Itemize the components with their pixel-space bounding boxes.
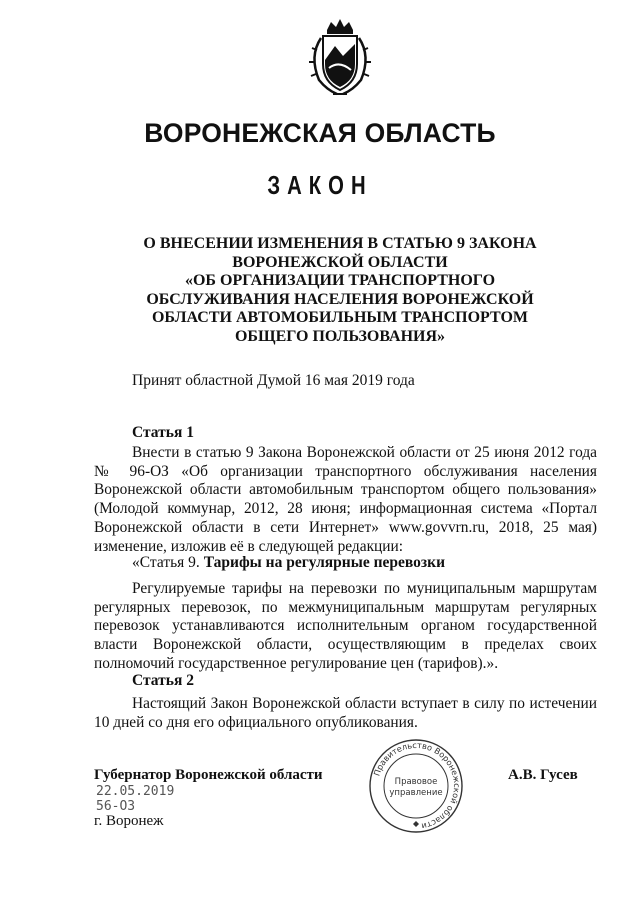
signer-name: А.В. Гусев bbox=[508, 767, 578, 783]
law-number: 56-ОЗ bbox=[96, 799, 136, 814]
article-2-text: Настоящий Закон Воронежской области вступает в силу по истечении 10 дней со дня его официального опубликования. bbox=[94, 695, 597, 731]
signer-position: Губернатор Воронежской области bbox=[94, 767, 323, 783]
region-title: ВОРОНЕЖСКАЯ ОБЛАСТЬ bbox=[144, 118, 496, 148]
article-1-text: Внести в статью 9 Закона Воронежской области от 25 июня 2012 года № 96-ОЗ «Об организации транспортного обслуживания населения Воронежской области автомобильным транспортом общего пользования» (Молодой коммунар, 2012, 28 июня; информационная система «Портал Воронежской области в сети Интернет» www.govvrn.ru, 2018, 25 мая) изменение, изложив её в следующей редакции: bbox=[94, 444, 597, 555]
law-title bbox=[130, 235, 550, 346]
stamp-inner-line-1: Правовое bbox=[394, 777, 438, 787]
stamp-inner-line-2: управление bbox=[389, 788, 443, 798]
law-title-line: ОБСЛУЖИВАНИЯ НАСЕЛЕНИЯ ВОРОНЕЖСКОЙ bbox=[146, 290, 534, 308]
law-title-line: ОБЛАСТИ АВТОМОБИЛЬНЫМ ТРАНСПОРТОМ bbox=[151, 309, 529, 326]
law-title-line: «ОБ ОРГАНИЗАЦИИ ТРАНСПОРТНОГО bbox=[184, 272, 496, 289]
stamp-outer-text: Правительство Воронежской области bbox=[371, 739, 463, 832]
stamp-star-icon bbox=[413, 821, 419, 827]
signing-city: г. Воронеж bbox=[94, 813, 164, 829]
article-9-quote-text: Регулируемые тарифы на перевозки по муниципальным маршрутам регулярных перевозок, по межмуниципальным маршрутам регулярных перевозок устанавливаются исполнительным органом государственной власти Воронежской области, осуществляющим в пределах своих полномочий государственное регулирование цен (тарифов).». bbox=[94, 580, 597, 672]
coat-of-arms-icon bbox=[303, 16, 377, 98]
quote-title: Тарифы на регулярные перевозки bbox=[203, 554, 446, 571]
article-1-heading: Статья 1 bbox=[132, 424, 194, 441]
article-2-heading: Статья 2 bbox=[132, 672, 194, 689]
adoption-note: Принят областной Думой 16 мая 2019 года bbox=[132, 372, 415, 389]
law-title-line: ВОРОНЕЖСКОЙ ОБЛАСТИ bbox=[232, 253, 448, 271]
document-type: ЗАКОН bbox=[267, 170, 373, 200]
official-stamp bbox=[368, 738, 464, 834]
law-title-line: О ВНЕСЕНИИ ИЗМЕНЕНИЯ В СТАТЬЮ 9 ЗАКОНА bbox=[143, 235, 537, 252]
law-title-line: ОБЩЕГО ПОЛЬЗОВАНИЯ» bbox=[234, 327, 446, 345]
quote-prefix: «Статья 9. bbox=[132, 554, 204, 571]
signing-date: 22.05.2019 bbox=[96, 784, 175, 799]
article-9-quote-heading bbox=[132, 554, 445, 572]
